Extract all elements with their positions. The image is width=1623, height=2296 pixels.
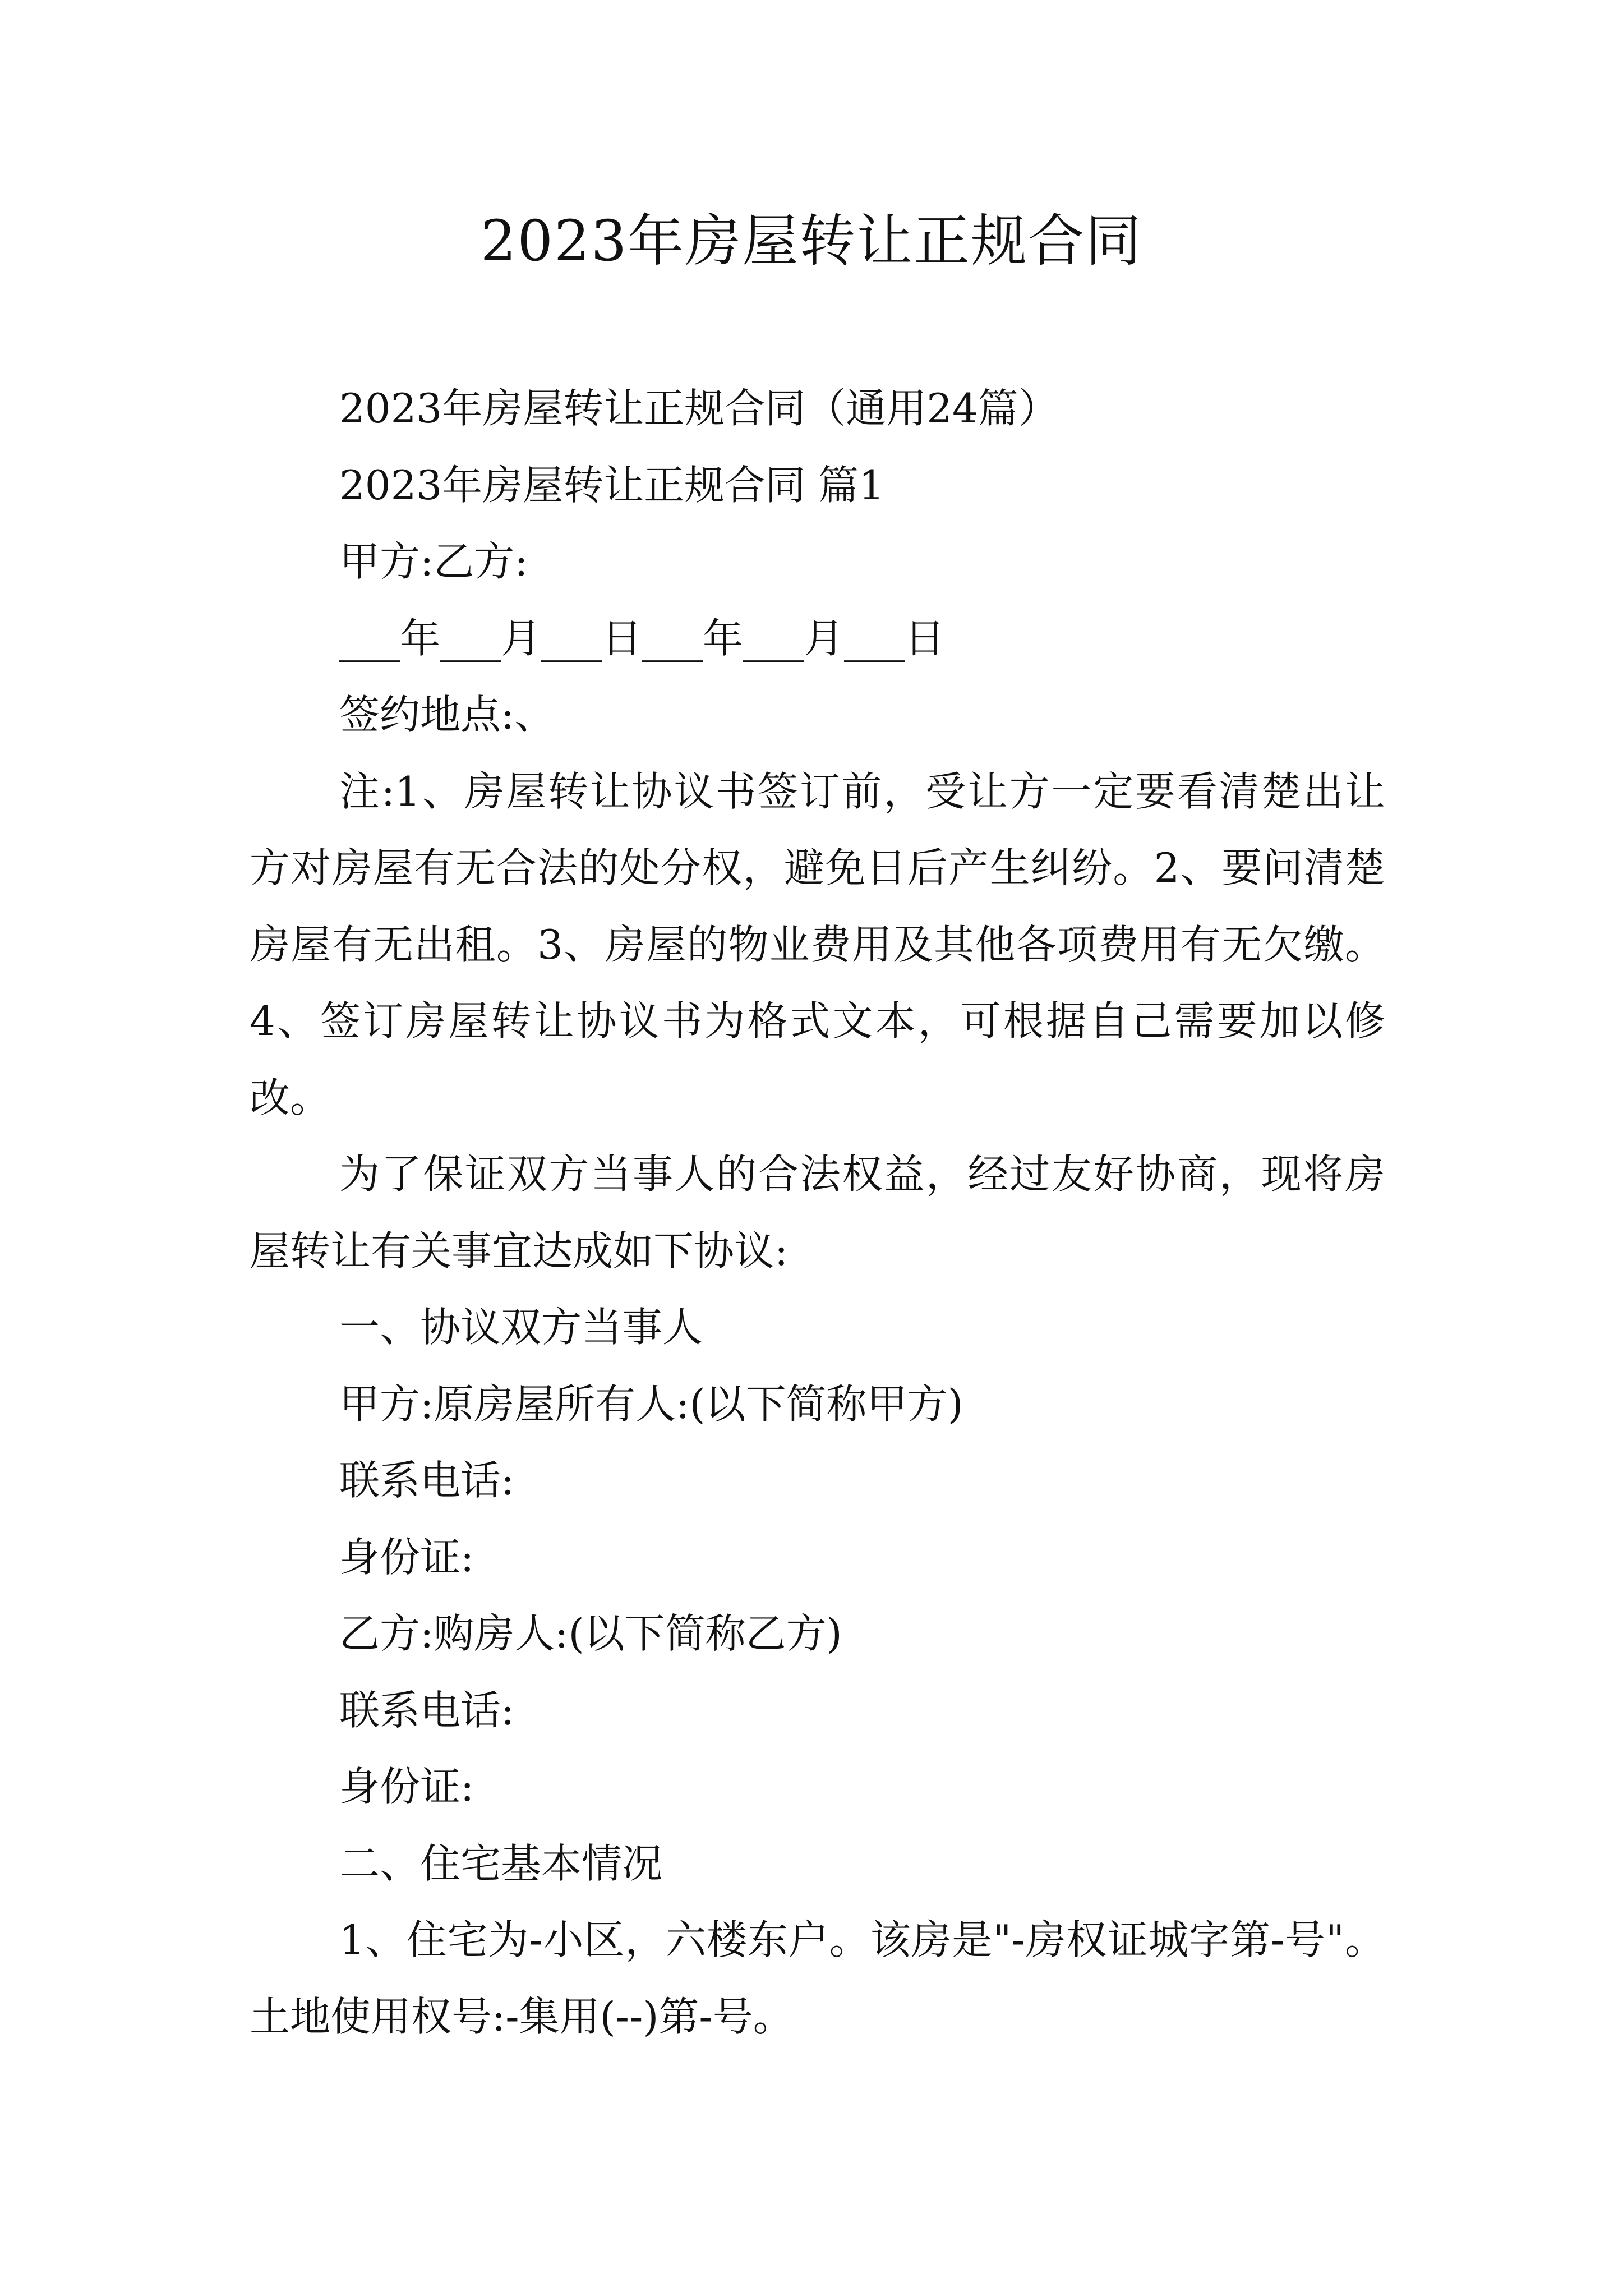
document-title: 2023年房屋转让正规合同 [480, 208, 1143, 274]
paragraph-party-b-phone: 联系电话: [339, 1686, 515, 1734]
paragraph-section-heading: 2023年房屋转让正规合同 篇1 [339, 461, 884, 509]
paragraph-party-a: 甲方:原房屋所有人:(以下简称甲方) [339, 1380, 963, 1428]
paragraph-party-b-id: 身份证: [339, 1763, 474, 1810]
paragraph-subtitle: 2023年房屋转让正规合同（通用24篇） [339, 385, 1059, 432]
paragraph-purpose: 为了保证双方当事人的合法权益，经过友好协商，现将房屋转让有关事宜达成如下协议: [250, 1151, 1385, 1274]
paragraph-party-a-id: 身份证: [339, 1533, 474, 1581]
paragraph-notes: 注:1、房屋转让协议书签订前，受让方一定要看清楚出让方对房屋有无合法的处分权，避免日后产生纠纷。2、要问清楚房屋有无出租。3、房屋的物业费用及其他各项费用有无欠缴。4、签订房屋转让协议书为格式文本，可根据自己需要加以修改。 [250, 767, 1385, 1121]
paragraph-party-b: 乙方:购房人:(以下简称乙方) [339, 1610, 842, 1657]
paragraph-parties: 甲方:乙方: [339, 538, 528, 585]
paragraph-house-info: 1、住宅为-小区，六楼东户。该房是"-房权证城字第-号"。土地使用权号:-集用(--)第-号。 [250, 1916, 1385, 2040]
paragraph-clause-one-heading: 一、协议双方当事人 [339, 1304, 703, 1351]
paragraph-clause-two-heading: 二、住宅基本情况 [339, 1839, 663, 1887]
paragraph-party-a-phone: 联系电话: [339, 1457, 515, 1504]
paragraph-signing-place: 签约地点:、 [339, 691, 555, 738]
paragraph-date-blanks: ___年___月___日___年___月___日 [339, 614, 945, 662]
document-body [250, 370, 1385, 2055]
